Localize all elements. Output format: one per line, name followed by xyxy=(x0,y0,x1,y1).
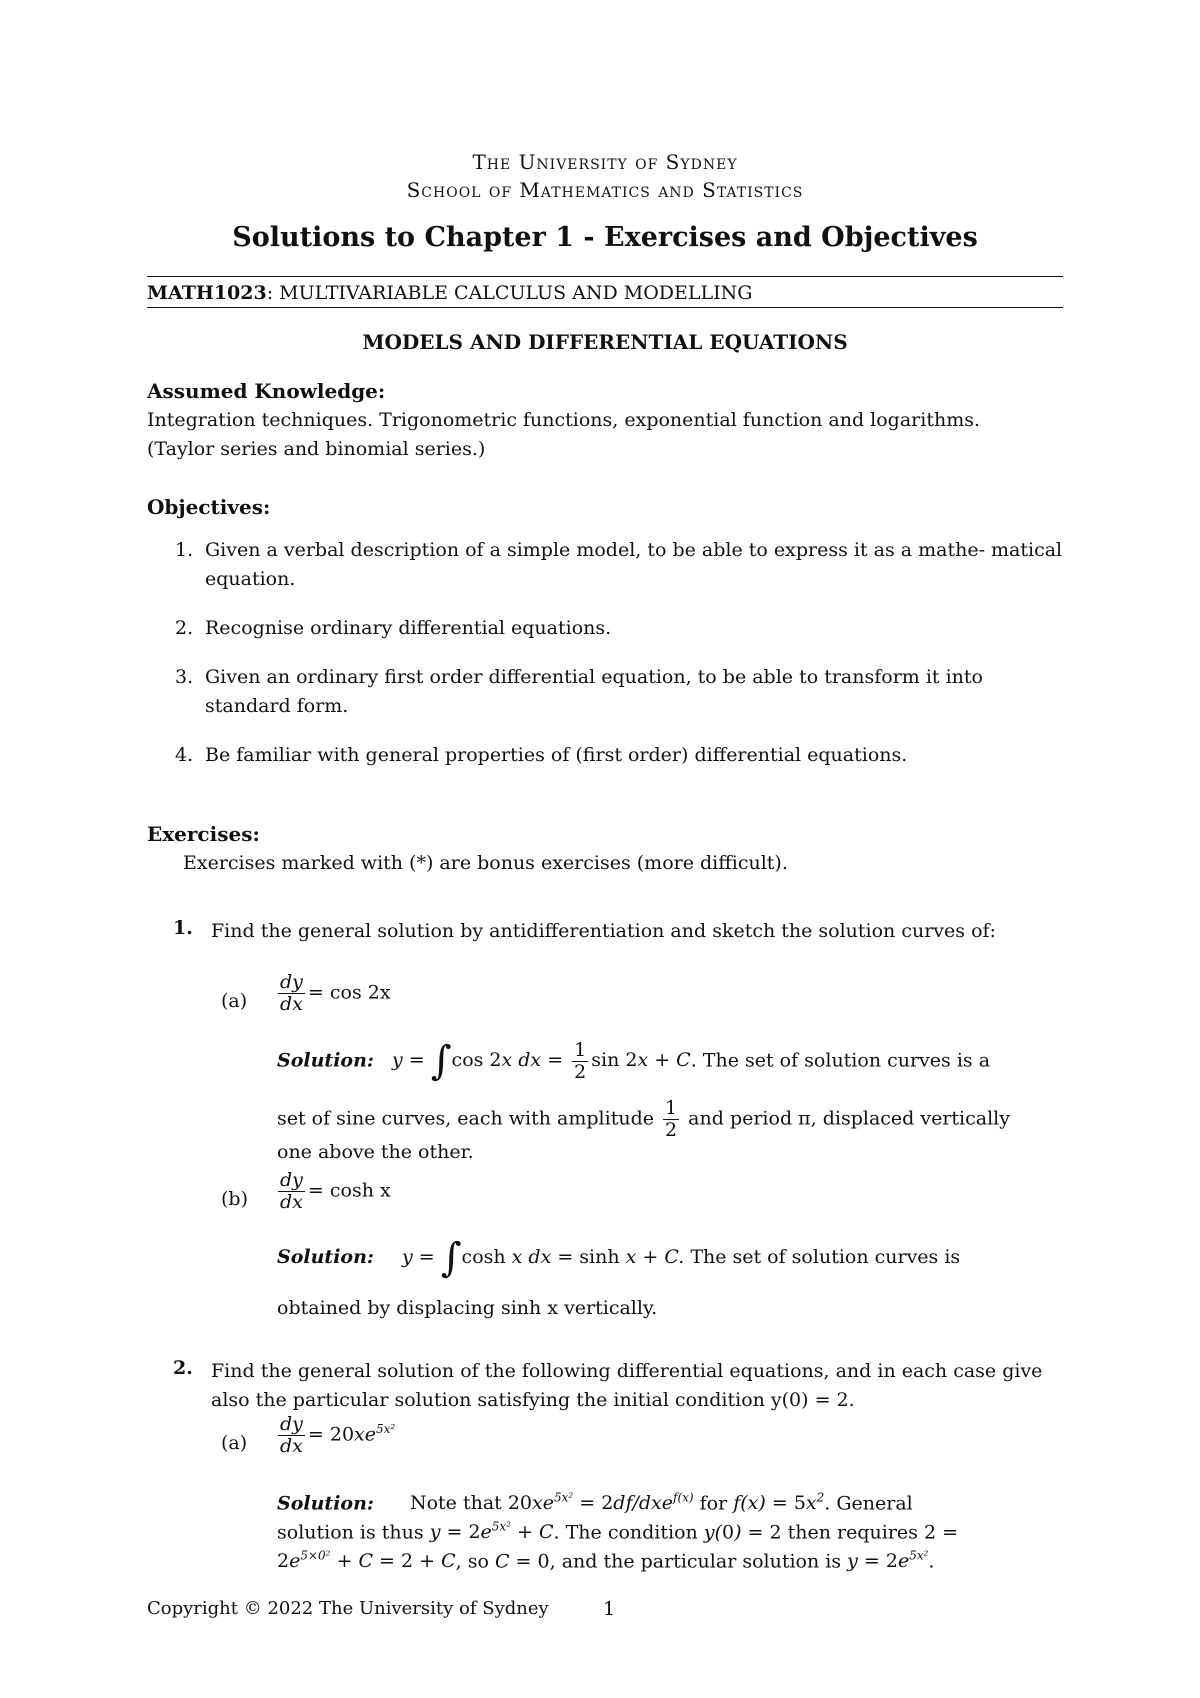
solution-1a-line-2: set of sine curves, each with amplitude $\frac{1}{2}$ and period π, displaced vertically xyxy=(277,1097,1010,1141)
course-name: : MULTIVARIABLE CALCULUS AND MODELLING xyxy=(266,282,753,304)
exercise-2a-equation: $\frac{dy}{dx}$ = $20xe^{5x^2}$ xyxy=(280,1413,396,1457)
solution-2a: Solution: Note that $20xe^{5x^2} = 2df/dxe^{f(x)}$ for $f(x) = 5x^2$. General xyxy=(277,1491,913,1515)
institution-name: The University of Sydney xyxy=(472,150,738,174)
exercises-header xyxy=(147,820,1063,878)
solution-2a-line-2: solution is thus $y = 2e^{5x^2} + C$. The condition y(0) = 2 then requires 2 = xyxy=(277,1520,958,1544)
exercises-heading: Exercises: xyxy=(147,822,260,846)
document-title: Solutions to Chapter 1 - Exercises and Objectives xyxy=(232,222,978,253)
objective-item: 2. Recognise ordinary differential equations. xyxy=(175,617,612,639)
exercise-2a-label: (a) xyxy=(221,1432,248,1454)
assumed-line-1: Integration techniques. Trigonometric functions, exponential function and logarithms. xyxy=(147,409,980,431)
solution-1b: Solution: y = ∫cosh x dx = sinh x + C. The set of solution curves is xyxy=(277,1235,961,1281)
solution-1a: Solution: y = ∫cos 2x dx = $\frac{1}{2}$ sin 2x + C. The set of solution curves is a xyxy=(277,1038,991,1085)
exercise-2-number: 2. xyxy=(173,1357,193,1379)
objective-item: 1. Given a verbal description of a simple model, to be able to express it as a mathe- matical equation. xyxy=(175,539,1063,590)
document-page xyxy=(147,0,1063,1698)
bottom-rule xyxy=(147,307,1063,308)
course-code: MATH1023 xyxy=(147,282,267,304)
exercise-1-text: Find the general solution by antidifferentiation and sketch the solution curves of: xyxy=(211,920,996,942)
course-line xyxy=(147,282,752,304)
exercise-1b-label: (b) xyxy=(221,1188,248,1210)
top-rule xyxy=(147,276,1063,277)
objectives-list xyxy=(147,536,1063,770)
assumed-knowledge xyxy=(147,377,1063,464)
assumed-heading: Assumed Knowledge: xyxy=(147,379,386,403)
copyright-footer: Copyright © 2022 The University of Sydney xyxy=(147,1598,549,1619)
solution-2a-line-3: $2e^{5\times 0^2} + C = 2 + C$, so C = 0, and the particular solution is $y = 2e^{5x^2}$. xyxy=(277,1549,935,1573)
solution-label: Solution: xyxy=(277,1049,374,1072)
exercises-note: Exercises marked with (*) are bonus exercises (more difficult). xyxy=(183,852,788,874)
objective-item: 3. Given an ordinary first order differential equation, to be able to transform it into standard form. xyxy=(175,666,983,717)
assumed-line-2: (Taylor series and binomial series.) xyxy=(147,438,486,460)
solution-1a-line-3: one above the other. xyxy=(277,1141,474,1163)
exercise-1-number: 1. xyxy=(173,917,193,939)
objective-item: 4. Be familiar with general properties of (first order) differential equations. xyxy=(175,744,908,766)
section-title: MODELS AND DIFFERENTIAL EQUATIONS xyxy=(362,330,848,354)
exercise-1a-equation: $\frac{dy}{dx}$ = cos 2x xyxy=(280,971,391,1015)
objectives-heading: Objectives: xyxy=(147,495,271,519)
exercise-1b-equation: $\frac{dy}{dx}$ = cosh x xyxy=(280,1169,391,1213)
page-number: 1 xyxy=(603,1598,616,1620)
exercise-1a-label: (a) xyxy=(221,990,248,1012)
school-name: School of Mathematics and Statistics xyxy=(406,178,804,202)
objectives xyxy=(147,493,1063,790)
solution-1b-line-2: obtained by displacing sinh x vertically. xyxy=(277,1297,658,1319)
exercise-2-text: Find the general solution of the following differential equations, and in each case give also the particular solution satisfying the initial condition y(0) = 2. xyxy=(211,1360,1043,1411)
